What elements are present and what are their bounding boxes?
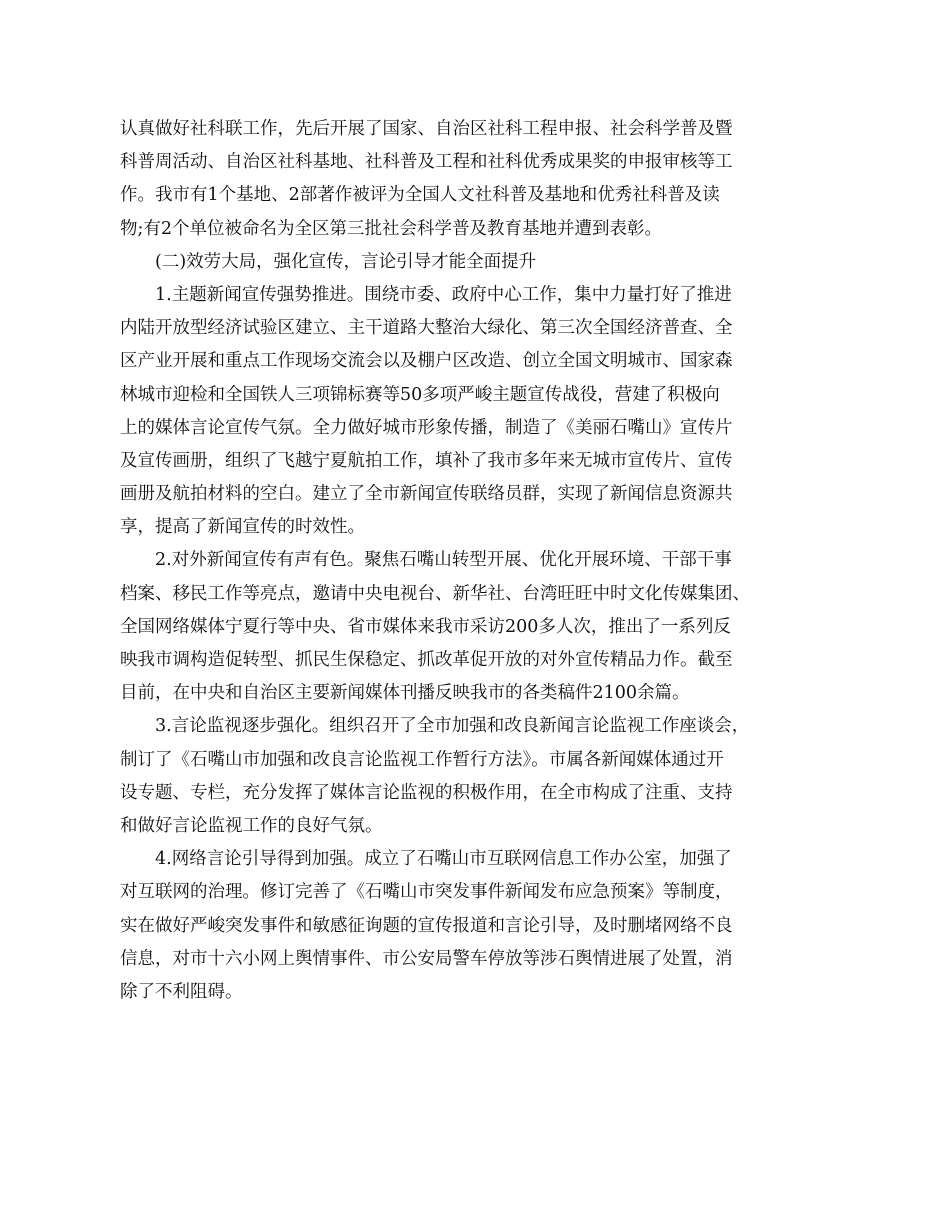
text-line: 物;有2个单位被命名为全区第三批社会科学普及教育基地并遭到表彰。 xyxy=(120,218,663,239)
text-line: (二)效劳大局，强化宣传，言论引导才能全面提升 xyxy=(155,251,537,272)
text-line: 作。我市有1个基地、2部著作被评为全国人文社科普及基地和优秀社科普及读 xyxy=(120,185,720,206)
text-line: 实在做好严峻突发事件和敏感征询题的宣传报道和言论引导，及时删堵网络不良 xyxy=(120,915,733,936)
text-line: 全国网络媒体宁夏行等中央、省市媒体来我市采访200多人次，推出了一系列反 xyxy=(120,616,731,637)
paragraph xyxy=(120,843,832,1009)
text-line: 和做好言论监视工作的良好气氛。 xyxy=(120,815,383,836)
document-body xyxy=(120,113,832,1009)
text-line: 4.网络言论引导得到加强。成立了石嘴山市互联网信息工作办公室，加强了 xyxy=(155,849,732,870)
text-line: 对互联网的治理。修订完善了《石嘴山市突发事件新闻发布应急预案》等制度， xyxy=(120,882,733,903)
text-line: 除了不利阻碍。 xyxy=(120,981,243,1002)
paragraph xyxy=(120,279,832,545)
text-line: 上的媒体言论宣传气氛。全力做好城市形象传播，制造了《美丽石嘴山》宣传片 xyxy=(120,417,733,438)
paragraph xyxy=(120,710,832,843)
text-line: 认真做好社科联工作，先后开展了国家、自治区社科工程申报、社会科学普及暨 xyxy=(120,119,733,139)
text-line: 画册及航拍材料的空白。建立了全市新闻宣传联络员群，实现了新闻信息资源共 xyxy=(120,484,733,505)
paragraph xyxy=(120,113,832,246)
text-line: 目前，在中央和自治区主要新闻媒体刊播反映我市的各类稿件2100余篇。 xyxy=(120,683,690,704)
section-heading xyxy=(120,246,832,279)
text-line: 科普周活动、自治区社科基地、社科普及工程和社科优秀成果奖的申报审核等工 xyxy=(120,152,733,173)
text-line: 及宣传画册，组织了飞越宁夏航拍工作，填补了我市多年来无城市宣传片、宣传 xyxy=(120,450,733,471)
text-line: 3.言论监视逐步强化。组织召开了全市加强和改良新闻言论监视工作座谈会， xyxy=(155,716,750,737)
text-line: 1.主题新闻宣传强势推进。围绕市委、政府中心工作，集中力量打好了推进 xyxy=(155,284,732,305)
text-line: 林城市迎检和全国铁人三项锦标赛等50多项严峻主题宣传战役，营建了积极向 xyxy=(120,384,720,405)
text-line: 信息，对市十六小网上舆情事件、市公安局警车停放等涉石舆情进展了处置，消 xyxy=(120,948,733,969)
text-line: 映我市调构造促转型、抓民生保稳定、抓改革促开放的对外宣传精品力作。截至 xyxy=(120,650,733,670)
text-line: 档案、移民工作等亮点，邀请中央电视台、新华社、台湾旺旺中时文化传媒集团、 xyxy=(120,583,750,604)
text-line: 区产业开展和重点工作现场交流会以及棚户区改造、创立全国文明城市、国家森 xyxy=(120,351,733,372)
text-line: 享，提高了新闻宣传的时效性。 xyxy=(120,517,365,538)
text-line: 内陆开放型经济试验区建立、主干道路大整治大绿化、第三次全国经济普查、全 xyxy=(120,318,733,339)
paragraph xyxy=(120,544,832,710)
text-line: 制订了《石嘴山市加强和改良言论监视工作暂行方法》。市属各新闻媒体通过开 xyxy=(120,749,724,770)
text-line: 2.对外新闻宣传有声有色。聚焦石嘴山转型开展、优化开展环境、干部干事 xyxy=(155,550,732,571)
text-line: 设专题、专栏，充分发挥了媒体言论监视的积极作用，在全市构成了注重、支持 xyxy=(120,782,733,803)
